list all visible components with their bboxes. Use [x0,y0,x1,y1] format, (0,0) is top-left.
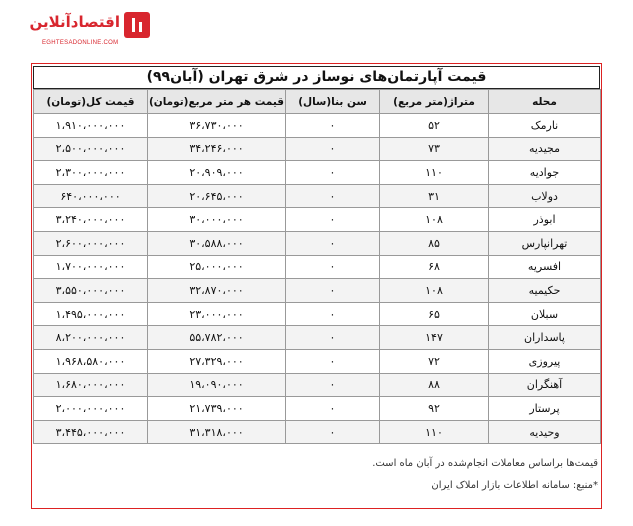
cell-total-price: ۳،۴۴۵،۰۰۰،۰۰۰ [34,420,148,444]
header-area: متراژ(متر مربع) [380,90,489,114]
cell-neighborhood: دولاب [489,184,601,208]
table-row [34,137,601,161]
cell-area: ۱۱۰ [380,161,489,185]
table-row [34,114,601,138]
cell-price-per-meter: ۲۳،۰۰۰،۰۰۰ [148,302,286,326]
cell-building-age: ۰ [286,208,380,232]
cell-price-per-meter: ۳۶،۷۳۰،۰۰۰ [148,114,286,138]
table-row [34,184,601,208]
cell-building-age: ۰ [286,279,380,303]
cell-total-price: ۱،۹۶۸،۵۸۰،۰۰۰ [34,349,148,373]
table-row [34,231,601,255]
price-table [33,89,601,444]
cell-price-per-meter: ۲۰،۶۴۵،۰۰۰ [148,184,286,208]
cell-area: ۳۱ [380,184,489,208]
footnote-basis: قیمت‌ها براساس معاملات انجام‌شده در آبان ماه است. [372,458,598,469]
header-total-price: قیمت کل(تومان) [34,90,148,114]
cell-total-price: ۶۴۰،۰۰۰،۰۰۰ [34,184,148,208]
cell-price-per-meter: ۳۰،۰۰۰،۰۰۰ [148,208,286,232]
footnotes [372,455,598,499]
cell-total-price: ۳،۵۵۰،۰۰۰،۰۰۰ [34,279,148,303]
cell-neighborhood: مجیدیه [489,137,601,161]
table-row [34,208,601,232]
cell-area: ۵۲ [380,114,489,138]
table-row [34,326,601,350]
cell-price-per-meter: ۲۵،۰۰۰،۰۰۰ [148,255,286,279]
cell-price-per-meter: ۱۹،۰۹۰،۰۰۰ [148,373,286,397]
table-row [34,420,601,444]
cell-total-price: ۲،۰۰۰،۰۰۰،۰۰۰ [34,397,148,421]
cell-neighborhood: وحیدیه [489,420,601,444]
header-neighborhood: محله [489,90,601,114]
table-row [34,349,601,373]
cell-neighborhood: پرستار [489,397,601,421]
table-row [34,279,601,303]
cell-neighborhood: پاسداران [489,326,601,350]
cell-neighborhood: آهنگران [489,373,601,397]
header-building-age: سن بنا(سال) [286,90,380,114]
cell-neighborhood: ابوذر [489,208,601,232]
footnote-source: *منبع: سامانه اطلاعات بازار املاک ایران [431,480,598,491]
cell-area: ۸۵ [380,231,489,255]
cell-neighborhood: تهرانپارس [489,231,601,255]
cell-building-age: ۰ [286,326,380,350]
table-row [34,161,601,185]
cell-neighborhood: جوادیه [489,161,601,185]
table-header-row [34,90,601,114]
cell-neighborhood: پیروزی [489,349,601,373]
cell-neighborhood: سبلان [489,302,601,326]
table-row [34,302,601,326]
logo-icon [124,12,150,38]
cell-total-price: ۱،۷۰۰،۰۰۰،۰۰۰ [34,255,148,279]
cell-neighborhood: افسریه [489,255,601,279]
cell-building-age: ۰ [286,302,380,326]
table-row [34,397,601,421]
cell-price-per-meter: ۳۴،۲۴۶،۰۰۰ [148,137,286,161]
cell-building-age: ۰ [286,184,380,208]
cell-area: ۷۳ [380,137,489,161]
cell-neighborhood: حکیمیه [489,279,601,303]
cell-area: ۶۸ [380,255,489,279]
cell-price-per-meter: ۳۱،۳۱۸،۰۰۰ [148,420,286,444]
cell-total-price: ۲،۶۰۰،۰۰۰،۰۰۰ [34,231,148,255]
cell-building-age: ۰ [286,349,380,373]
logo-subtitle: EGHTESADONLINE.COM [42,40,119,46]
cell-price-per-meter: ۳۲،۸۷۰،۰۰۰ [148,279,286,303]
cell-price-per-meter: ۲۷،۳۲۹،۰۰۰ [148,349,286,373]
table-row [34,255,601,279]
cell-total-price: ۱،۶۸۰،۰۰۰،۰۰۰ [34,373,148,397]
cell-area: ۹۲ [380,397,489,421]
cell-building-age: ۰ [286,420,380,444]
cell-area: ۱۴۷ [380,326,489,350]
cell-neighborhood: نارمک [489,114,601,138]
cell-total-price: ۳،۲۴۰،۰۰۰،۰۰۰ [34,208,148,232]
cell-area: ۸۸ [380,373,489,397]
cell-total-price: ۱،۹۱۰،۰۰۰،۰۰۰ [34,114,148,138]
cell-price-per-meter: ۳۰،۵۸۸،۰۰۰ [148,231,286,255]
logo-text: اقتصادآنلاین [29,13,120,31]
cell-building-age: ۰ [286,114,380,138]
cell-price-per-meter: ۲۰،۹۰۹،۰۰۰ [148,161,286,185]
cell-area: ۱۰۸ [380,208,489,232]
cell-building-age: ۰ [286,255,380,279]
cell-area: ۱۰۸ [380,279,489,303]
cell-price-per-meter: ۵۵،۷۸۲،۰۰۰ [148,326,286,350]
cell-total-price: ۱،۴۹۵،۰۰۰،۰۰۰ [34,302,148,326]
cell-total-price: ۲،۵۰۰،۰۰۰،۰۰۰ [34,137,148,161]
cell-total-price: ۸،۲۰۰،۰۰۰،۰۰۰ [34,326,148,350]
cell-area: ۱۱۰ [380,420,489,444]
cell-price-per-meter: ۲۱،۷۳۹،۰۰۰ [148,397,286,421]
cell-area: ۷۲ [380,349,489,373]
cell-building-age: ۰ [286,397,380,421]
cell-building-age: ۰ [286,373,380,397]
cell-area: ۶۵ [380,302,489,326]
cell-total-price: ۲،۳۰۰،۰۰۰،۰۰۰ [34,161,148,185]
cell-building-age: ۰ [286,137,380,161]
brand-logo [29,10,150,50]
table-row [34,373,601,397]
cell-building-age: ۰ [286,231,380,255]
cell-building-age: ۰ [286,161,380,185]
table-title: قیمت آپارتمان‌های نوساز در شرق تهران (آبان۹۹) [33,66,600,89]
header-price-per-meter: قیمت هر متر مربع(تومان) [148,90,286,114]
